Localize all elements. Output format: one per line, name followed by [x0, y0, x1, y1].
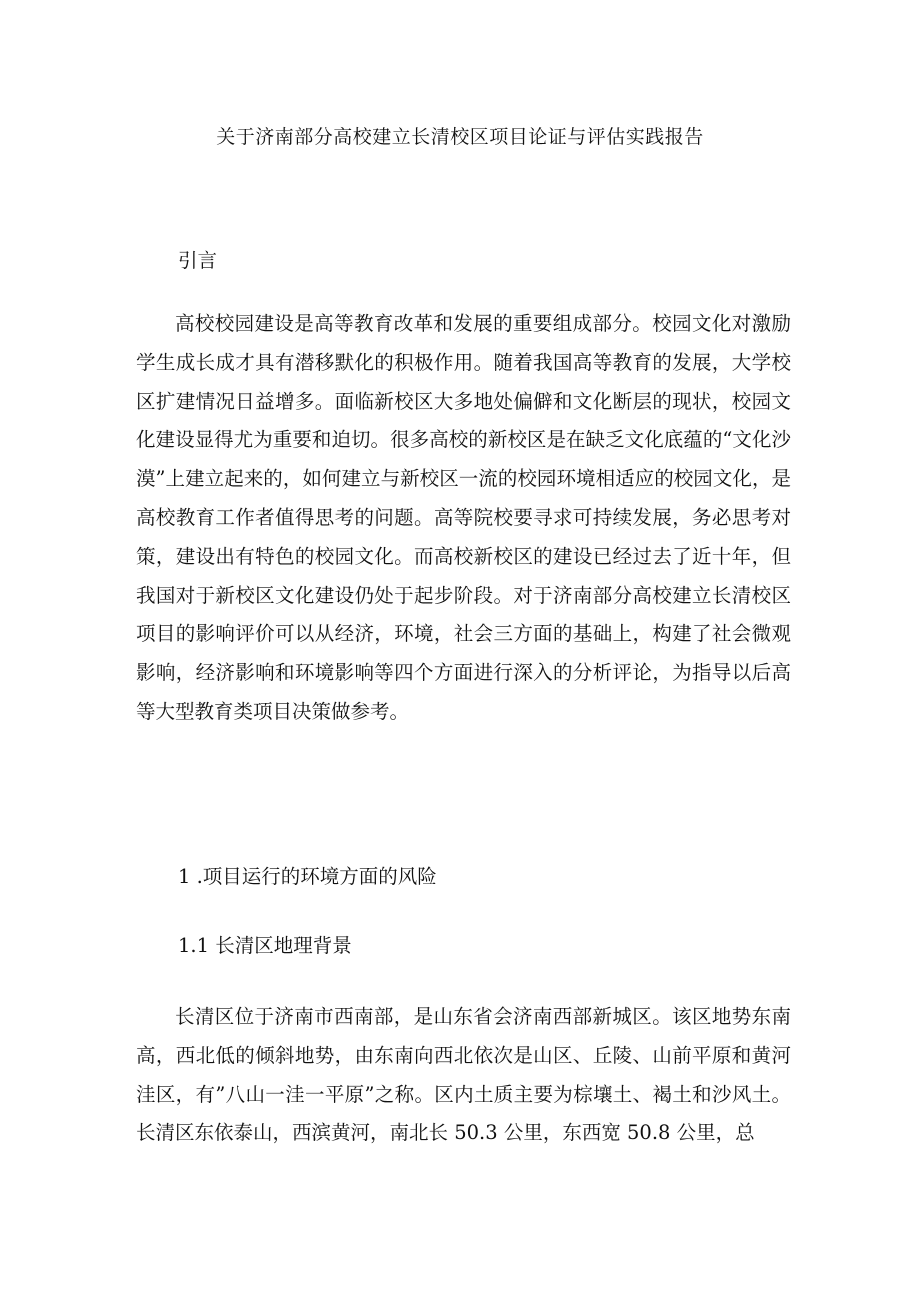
section-1-1-paragraph: 长清区位于济南市西南部，是山东省会济南西部新城区。该区地势东南高，西北低的倾斜地势，由东南向西北依次是山区、丘陵、山前平原和黄河洼区，有”八山一洼一平原”之称。区内土质主要为棕壤土、褐土和沙风土。长清区东依泰山，西滨黄河，南北长 50.3 公里，东西宽 50.8 公里，总	[136, 1005, 791, 1145]
section-1-heading: 1 .项目运行的环境方面的风险	[178, 865, 437, 888]
section-1-1-heading: 1.1 长清区地理背景	[178, 934, 352, 957]
document-title: 关于济南部分高校建立长清校区项目论证与评估实践报告	[216, 126, 704, 148]
intro-paragraph: 高校校园建设是高等教育改革和发展的重要组成部分。校园文化对激励学生成长成才具有潜移默化的积极作用。随着我国高等教育的发展，大学校区扩建情况日益增多。面临新校区大多地处偏僻和文化断层的现状，校园文化建设显得尤为重要和迫切。很多高校的新校区是在缺乏文化底蕴的“文化沙漠”上建立起来的，如何建立与新校区一流的校园环境相适应的校园文化，是高校教育工作者值得思考的问题。高等院校要寻求可持续发展，务必思考对策，建设出有特色的校园文化。而高校新校区的建设已经过去了近十年，但我国对于新校区文化建设仍处于起步阶段。对于济南部分高校建立长清校区项目的影响评价可以从经济，环境，社会三方面的基础上，构建了社会微观影响，经济影响和环境影响等四个方面进行深入的分析评论，为指导以后高等大型教育类项目决策做参考。	[136, 312, 791, 723]
intro-heading: 引言	[178, 249, 218, 272]
